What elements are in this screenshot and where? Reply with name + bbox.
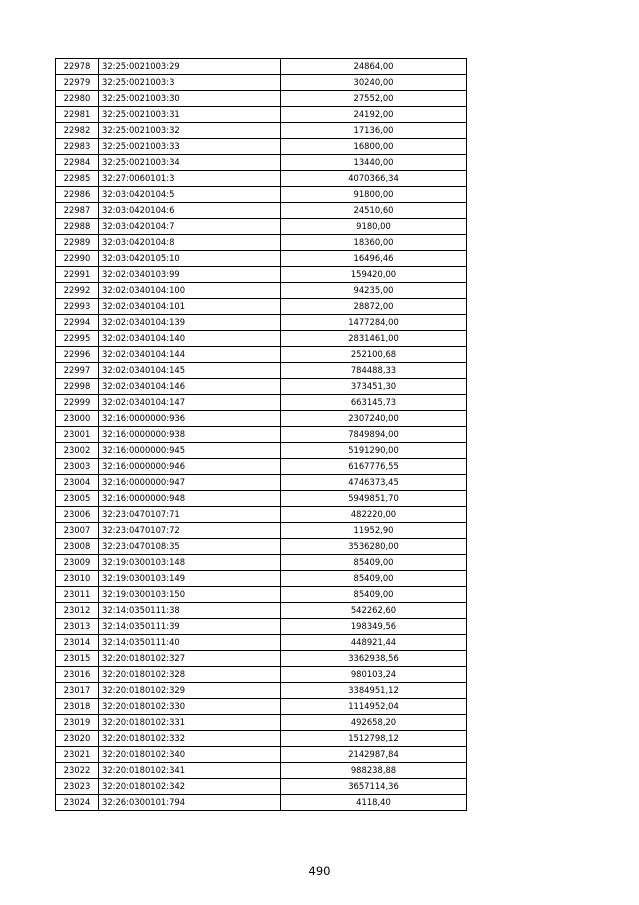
row-number-cell: 23004 [56,475,99,491]
row-number-cell: 22981 [56,107,99,123]
row-number-cell: 23001 [56,427,99,443]
cadastral-value-table [55,58,467,811]
row-number-cell: 22994 [56,315,99,331]
row-number-cell: 23016 [56,667,99,683]
cadastral-number-cell: 32:26:0300101:794 [99,795,281,811]
value-cell: 492658,20 [281,715,467,731]
row-number-cell: 22983 [56,139,99,155]
row-number-cell: 23015 [56,651,99,667]
table-row [56,331,467,347]
cadastral-number-cell: 32:02:0340104:145 [99,363,281,379]
cadastral-number-cell: 32:23:0470107:72 [99,523,281,539]
row-number-cell: 23018 [56,699,99,715]
row-number-cell: 23002 [56,443,99,459]
value-cell: 94235,00 [281,283,467,299]
row-number-cell: 23014 [56,635,99,651]
row-number-cell: 23006 [56,507,99,523]
table-row [56,171,467,187]
cadastral-number-cell: 32:03:0420104:8 [99,235,281,251]
value-cell: 13440,00 [281,155,467,171]
table-row [56,299,467,315]
value-cell: 11952,90 [281,523,467,539]
value-cell: 373451,30 [281,379,467,395]
cadastral-number-cell: 32:03:0420105:10 [99,251,281,267]
cadastral-number-cell: 32:25:0021003:3 [99,75,281,91]
row-number-cell: 22987 [56,203,99,219]
table-row [56,459,467,475]
cadastral-number-cell: 32:14:0350111:40 [99,635,281,651]
row-number-cell: 22993 [56,299,99,315]
row-number-cell: 22989 [56,235,99,251]
row-number-cell: 23003 [56,459,99,475]
value-cell: 3657114,36 [281,779,467,795]
value-cell: 85409,00 [281,555,467,571]
row-number-cell: 23007 [56,523,99,539]
row-number-cell: 23021 [56,747,99,763]
value-cell: 5191290,00 [281,443,467,459]
table-row [56,619,467,635]
table-row [56,779,467,795]
table-row [56,155,467,171]
row-number-cell: 22984 [56,155,99,171]
cadastral-number-cell: 32:25:0021003:30 [99,91,281,107]
cadastral-number-cell: 32:20:0180102:332 [99,731,281,747]
table-row [56,107,467,123]
table-row [56,235,467,251]
table-row [56,443,467,459]
table-row [56,731,467,747]
row-number-cell: 23010 [56,571,99,587]
cadastral-number-cell: 32:25:0021003:32 [99,123,281,139]
table-row [56,315,467,331]
row-number-cell: 22996 [56,347,99,363]
row-number-cell: 22982 [56,123,99,139]
table-row [56,795,467,811]
value-cell: 1114952,04 [281,699,467,715]
cadastral-number-cell: 32:20:0180102:331 [99,715,281,731]
cadastral-number-cell: 32:20:0180102:330 [99,699,281,715]
row-number-cell: 22999 [56,395,99,411]
table-row [56,571,467,587]
cadastral-number-cell: 32:27:0060101:3 [99,171,281,187]
row-number-cell: 23022 [56,763,99,779]
table-row [56,475,467,491]
cadastral-number-cell: 32:03:0420104:5 [99,187,281,203]
table-row [56,75,467,91]
row-number-cell: 23000 [56,411,99,427]
table-row [56,219,467,235]
value-cell: 2831461,00 [281,331,467,347]
table-row [56,683,467,699]
cadastral-number-cell: 32:16:0000000:945 [99,443,281,459]
row-number-cell: 22991 [56,267,99,283]
table-row [56,555,467,571]
value-cell: 91800,00 [281,187,467,203]
row-number-cell: 22985 [56,171,99,187]
row-number-cell: 22988 [56,219,99,235]
row-number-cell: 22980 [56,91,99,107]
cadastral-number-cell: 32:19:0300103:150 [99,587,281,603]
value-cell: 16800,00 [281,139,467,155]
table-row [56,347,467,363]
row-number-cell: 22979 [56,75,99,91]
row-number-cell: 22992 [56,283,99,299]
value-cell: 17136,00 [281,123,467,139]
row-number-cell: 23013 [56,619,99,635]
value-cell: 663145,73 [281,395,467,411]
value-cell: 27552,00 [281,91,467,107]
cadastral-number-cell: 32:16:0000000:946 [99,459,281,475]
value-cell: 30240,00 [281,75,467,91]
value-cell: 542262,60 [281,603,467,619]
value-cell: 3536280,00 [281,539,467,555]
table-row [56,763,467,779]
table-body [56,59,467,811]
value-cell: 3362938,56 [281,651,467,667]
page-number: 490 [308,864,331,878]
cadastral-number-cell: 32:02:0340103:99 [99,267,281,283]
table-row [56,379,467,395]
value-cell: 24192,00 [281,107,467,123]
table-row [56,203,467,219]
value-cell: 85409,00 [281,587,467,603]
table-row [56,507,467,523]
table-row [56,635,467,651]
value-cell: 252100,68 [281,347,467,363]
row-number-cell: 23012 [56,603,99,619]
value-cell: 24864,00 [281,59,467,75]
row-number-cell: 22998 [56,379,99,395]
table-row [56,667,467,683]
table-row [56,427,467,443]
cadastral-number-cell: 32:19:0300103:148 [99,555,281,571]
row-number-cell: 23020 [56,731,99,747]
value-cell: 9180,00 [281,219,467,235]
value-cell: 3384951,12 [281,683,467,699]
value-cell: 2307240,00 [281,411,467,427]
cadastral-number-cell: 32:25:0021003:29 [99,59,281,75]
cadastral-number-cell: 32:25:0021003:34 [99,155,281,171]
cadastral-number-cell: 32:02:0340104:144 [99,347,281,363]
table-row [56,91,467,107]
cadastral-number-cell: 32:20:0180102:327 [99,651,281,667]
table-row [56,123,467,139]
table-row [56,587,467,603]
value-cell: 198349,56 [281,619,467,635]
cadastral-number-cell: 32:03:0420104:6 [99,203,281,219]
cadastral-number-cell: 32:02:0340104:140 [99,331,281,347]
cadastral-number-cell: 32:14:0350111:38 [99,603,281,619]
row-number-cell: 22990 [56,251,99,267]
table-row [56,267,467,283]
value-cell: 784488,33 [281,363,467,379]
cadastral-number-cell: 32:20:0180102:328 [99,667,281,683]
row-number-cell: 23024 [56,795,99,811]
cadastral-number-cell: 32:20:0180102:341 [99,763,281,779]
row-number-cell: 22978 [56,59,99,75]
cadastral-number-cell: 32:02:0340104:100 [99,283,281,299]
cadastral-number-cell: 32:19:0300103:149 [99,571,281,587]
value-cell: 988238,88 [281,763,467,779]
table-row [56,187,467,203]
table-row [56,651,467,667]
cadastral-number-cell: 32:16:0000000:936 [99,411,281,427]
cadastral-number-cell: 32:16:0000000:938 [99,427,281,443]
cadastral-number-cell: 32:16:0000000:948 [99,491,281,507]
row-number-cell: 22995 [56,331,99,347]
row-number-cell: 22997 [56,363,99,379]
value-cell: 2142987,84 [281,747,467,763]
value-cell: 6167776,55 [281,459,467,475]
cadastral-number-cell: 32:20:0180102:340 [99,747,281,763]
cadastral-number-cell: 32:16:0000000:947 [99,475,281,491]
cadastral-number-cell: 32:23:0470108:35 [99,539,281,555]
row-number-cell: 23019 [56,715,99,731]
cadastral-number-cell: 32:02:0340104:101 [99,299,281,315]
row-number-cell: 23011 [56,587,99,603]
value-cell: 482220,00 [281,507,467,523]
value-cell: 159420,00 [281,267,467,283]
value-cell: 18360,00 [281,235,467,251]
table-row [56,363,467,379]
value-cell: 1477284,00 [281,315,467,331]
cadastral-number-cell: 32:20:0180102:342 [99,779,281,795]
table-row [56,747,467,763]
table-row [56,539,467,555]
value-cell: 4746373,45 [281,475,467,491]
row-number-cell: 23005 [56,491,99,507]
value-cell: 85409,00 [281,571,467,587]
cadastral-number-cell: 32:20:0180102:329 [99,683,281,699]
table-row [56,251,467,267]
cadastral-number-cell: 32:14:0350111:39 [99,619,281,635]
table-row [56,139,467,155]
cadastral-number-cell: 32:02:0340104:146 [99,379,281,395]
table-row [56,699,467,715]
value-cell: 1512798,12 [281,731,467,747]
row-number-cell: 23008 [56,539,99,555]
table-row [56,59,467,75]
cadastral-number-cell: 32:02:0340104:139 [99,315,281,331]
row-number-cell: 23023 [56,779,99,795]
table-row [56,715,467,731]
value-cell: 7849894,00 [281,427,467,443]
value-cell: 24510,60 [281,203,467,219]
row-number-cell: 23009 [56,555,99,571]
row-number-cell: 22986 [56,187,99,203]
cadastral-number-cell: 32:25:0021003:31 [99,107,281,123]
cadastral-number-cell: 32:03:0420104:7 [99,219,281,235]
value-cell: 4070366,34 [281,171,467,187]
table-row [56,411,467,427]
value-cell: 448921,44 [281,635,467,651]
value-cell: 5949851,70 [281,491,467,507]
cadastral-number-cell: 32:23:0470107:71 [99,507,281,523]
value-cell: 16496,46 [281,251,467,267]
value-cell: 28872,00 [281,299,467,315]
row-number-cell: 23017 [56,683,99,699]
table-row [56,603,467,619]
table-row [56,491,467,507]
cadastral-number-cell: 32:25:0021003:33 [99,139,281,155]
table-row [56,283,467,299]
value-cell: 980103,24 [281,667,467,683]
table-row [56,395,467,411]
value-cell: 4118,40 [281,795,467,811]
cadastral-number-cell: 32:02:0340104:147 [99,395,281,411]
table-row [56,523,467,539]
